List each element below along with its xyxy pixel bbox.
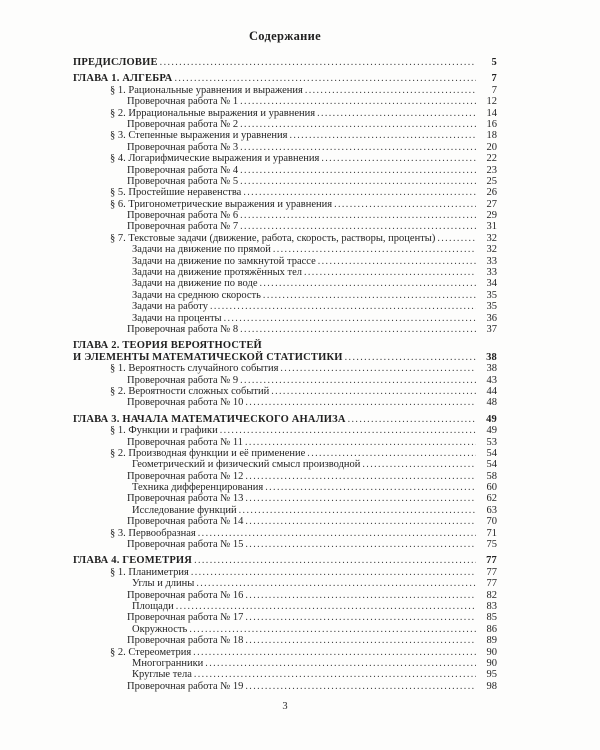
toc-entry	[73, 528, 497, 539]
toc-entry-label: Проверочная работа № 14	[127, 516, 244, 528]
toc-entry-label: § 5. Простейшие неравенства	[110, 187, 242, 199]
toc-entry-page: 29	[486, 210, 497, 222]
dot-leader	[189, 624, 476, 635]
dot-leader	[240, 210, 476, 221]
page-title: Содержание	[248, 29, 321, 43]
toc-entry-label: Задачи на среднюю скорость	[132, 289, 261, 301]
toc-entry	[73, 612, 497, 623]
toc-entry	[73, 578, 497, 589]
toc-entry-page: 60	[486, 482, 497, 494]
toc-entry	[73, 414, 497, 425]
toc-entry-page: 90	[486, 657, 497, 669]
toc-entry-page: 5	[491, 57, 497, 68]
toc-entry	[73, 386, 497, 397]
toc-entry-page: 90	[486, 646, 497, 658]
dot-leader	[240, 324, 476, 335]
toc-entry	[73, 340, 497, 351]
toc-entry	[73, 425, 497, 436]
toc-entry	[73, 459, 497, 470]
toc-entry-page: 82	[486, 589, 497, 601]
toc-entry	[73, 301, 497, 312]
toc-entry	[73, 493, 497, 504]
dot-leader	[437, 233, 476, 244]
dot-leader	[240, 375, 476, 386]
toc-entry-label: Проверочная работа № 1	[127, 96, 239, 108]
toc-entry-page: 89	[486, 635, 497, 647]
toc-entry-label: § 2. Вероятности сложных событий	[110, 385, 270, 397]
toc-entry-label: Проверочная работа № 13	[127, 493, 244, 505]
toc-entry-label: Проверочная работа № 15	[127, 539, 244, 551]
table-of-contents	[73, 57, 497, 692]
dot-leader	[334, 199, 476, 210]
toc-entry-label: Проверочная работа № 19	[127, 680, 244, 692]
dot-leader	[245, 437, 476, 448]
toc-entry	[73, 244, 497, 255]
dot-leader	[245, 590, 476, 601]
toc-entry-label: Задачи на движение по воде	[132, 278, 258, 290]
dot-leader	[245, 635, 476, 646]
toc-entry	[73, 471, 497, 482]
dot-leader	[224, 313, 476, 324]
toc-entry-label: ГЛАВА 2. ТЕОРИЯ ВЕРОЯТНОСТЕЙ	[73, 340, 262, 352]
toc-entry-page: 25	[486, 175, 497, 187]
toc-entry-page: 62	[486, 493, 497, 505]
dot-leader	[263, 290, 476, 301]
dot-leader	[194, 555, 476, 566]
toc-entry-label: Задачи на работу	[132, 301, 208, 313]
dot-leader	[245, 516, 476, 527]
toc-entry	[73, 363, 497, 374]
toc-entry	[73, 624, 497, 635]
toc-entry	[73, 142, 497, 153]
toc-entry-label: Исследование функций	[132, 504, 237, 516]
toc-entry-label: § 1. Вероятность случайного события	[110, 363, 279, 375]
toc-entry	[73, 130, 497, 141]
toc-entry-page: 32	[486, 244, 497, 256]
dot-leader	[318, 256, 476, 267]
toc-entry-page: 7	[491, 73, 497, 85]
toc-entry-page: 49	[486, 425, 497, 437]
toc-entry	[73, 448, 497, 459]
toc-entry	[73, 210, 497, 221]
toc-entry-label: Круглые тела	[132, 669, 192, 681]
toc-entry	[73, 647, 497, 658]
toc-entry	[73, 375, 497, 386]
dot-leader	[240, 176, 476, 187]
toc-entry-label: § 7. Текстовые задачи (движение, работа, скорость, растворы, проценты)	[110, 232, 436, 244]
toc-entry-label: Задачи на движение протяжённых тел	[132, 267, 302, 279]
toc-entry-page: 43	[486, 374, 497, 386]
toc-entry-page: 37	[486, 323, 497, 335]
dot-leader	[362, 459, 476, 470]
dot-leader	[240, 221, 476, 232]
dot-leader	[245, 681, 476, 692]
toc-entry-label: ГЛАВА 1. АЛГЕБРА	[73, 73, 173, 85]
toc-entry	[73, 590, 497, 601]
toc-entry-label: Проверочная работа № 11	[127, 436, 244, 448]
toc-entry-page: 86	[486, 623, 497, 635]
toc-entry-page: 14	[486, 107, 497, 119]
toc-entry-label: § 2. Производная функции и её применение	[110, 447, 306, 459]
toc-entry-label: ГЛАВА 3. НАЧАЛА МАТЕМАТИЧЕСКОГО АНАЛИЗА	[73, 413, 346, 425]
dot-leader	[191, 567, 476, 578]
toc-entry-page: 22	[486, 153, 497, 165]
toc-entry-page: 44	[486, 385, 497, 397]
toc-entry	[73, 85, 497, 96]
toc-entry-label: § 1. Функции и графики	[110, 425, 218, 437]
toc-entry	[73, 352, 497, 363]
dot-leader	[196, 578, 476, 589]
toc-entry-label: Проверочная работа № 18	[127, 635, 244, 647]
toc-entry-page: 54	[486, 447, 497, 459]
dot-leader	[240, 165, 476, 176]
toc-entry-label: Проверочная работа № 4	[127, 164, 239, 176]
dot-leader	[198, 528, 476, 539]
toc-entry-page: 23	[486, 164, 497, 176]
toc-entry	[73, 516, 497, 527]
toc-entry-page: 53	[486, 436, 497, 448]
toc-entry	[73, 119, 497, 130]
toc-entry	[73, 267, 497, 278]
toc-entry-page: 32	[486, 232, 497, 244]
toc-entry	[73, 669, 497, 680]
dot-leader	[194, 669, 476, 680]
toc-entry-label: Проверочная работа № 7	[127, 221, 239, 233]
toc-entry-label: Проверочная работа № 2	[127, 118, 239, 130]
dot-leader	[220, 425, 476, 436]
toc-entry	[73, 290, 497, 301]
toc-entry-page: 20	[486, 141, 497, 153]
dot-leader	[259, 278, 476, 289]
dot-leader	[321, 153, 476, 164]
toc-entry-label: Многогранники	[132, 657, 204, 669]
toc-entry-page: 49	[486, 413, 497, 425]
dot-leader	[245, 397, 476, 408]
toc-entry-page: 7	[491, 84, 497, 96]
toc-entry	[73, 199, 497, 210]
toc-entry-page: 36	[486, 312, 497, 324]
toc-entry	[73, 256, 497, 267]
toc-entry-page: 31	[486, 221, 497, 233]
toc-entry-page: 34	[486, 278, 497, 290]
toc-entry-page: 38	[486, 351, 497, 363]
toc-entry-page: 71	[486, 527, 497, 539]
toc-entry-page: 58	[486, 470, 497, 482]
toc-entry-label: § 4. Логарифмические выражения и уравнения	[110, 153, 320, 165]
toc-entry-label: § 2. Иррациональные выражения и уравнения	[110, 107, 316, 119]
toc-entry	[73, 567, 497, 578]
dot-leader	[307, 448, 476, 459]
toc-entry-label: Проверочная работа № 5	[127, 175, 239, 187]
toc-entry-label: Углы и длины	[132, 578, 195, 590]
toc-entry	[73, 482, 497, 493]
toc-entry	[73, 539, 497, 550]
dot-leader	[245, 539, 476, 550]
toc-entry	[73, 437, 497, 448]
toc-entry-label: И ЭЛЕМЕНТЫ МАТЕМАТИЧЕСКОЙ СТАТИСТИКИ	[73, 351, 343, 363]
toc-entry-label: ГЛАВА 4. ГЕОМЕТРИЯ	[73, 555, 193, 567]
toc-entry-page: 54	[486, 459, 497, 471]
toc-entry-label: Проверочная работа № 3	[127, 141, 239, 153]
toc-entry	[73, 324, 497, 335]
dot-leader	[205, 658, 476, 669]
dot-leader	[245, 471, 476, 482]
toc-entry-label: § 6. Тригонометрические выражения и уравнения	[110, 198, 333, 210]
toc-entry-label: Проверочная работа № 9	[127, 374, 239, 386]
toc-entry-page: 33	[486, 255, 497, 267]
toc-entry-page: 77	[486, 555, 497, 567]
toc-entry-page: 63	[486, 504, 497, 516]
toc-entry-label: Проверочная работа № 8	[127, 323, 239, 335]
toc-entry-page: 33	[486, 267, 497, 279]
dot-leader	[239, 505, 476, 516]
toc-entry-page: 95	[486, 669, 497, 681]
toc-entry-label: Задачи на проценты	[132, 312, 222, 324]
toc-entry	[73, 57, 497, 68]
toc-entry-page: 35	[486, 301, 497, 313]
dot-leader	[348, 414, 476, 425]
dot-leader	[271, 386, 476, 397]
dot-leader	[305, 85, 476, 96]
toc-entry-label: Проверочная работа № 16	[127, 589, 244, 601]
dot-leader	[240, 119, 476, 130]
toc-entry-label: Задачи на движение по замкнутой трассе	[132, 255, 316, 267]
toc-entry-label: Техника дифференцирования	[132, 482, 264, 494]
dot-leader	[160, 57, 476, 68]
toc-entry-page: 98	[486, 680, 497, 692]
folio-page-number: 3	[282, 701, 288, 712]
toc-entry-page: 16	[486, 118, 497, 130]
dot-leader	[240, 142, 476, 153]
toc-entry	[73, 555, 497, 566]
toc-entry-label: ПРЕДИСЛОВИЕ	[73, 57, 158, 68]
toc-entry	[73, 176, 497, 187]
toc-entry-label: § 1. Планиметрия	[110, 566, 189, 578]
dot-leader	[176, 601, 476, 612]
dot-leader	[240, 96, 476, 107]
dot-leader	[265, 482, 476, 493]
toc-entry	[73, 221, 497, 232]
toc-entry	[73, 165, 497, 176]
toc-entry	[73, 397, 497, 408]
toc-entry-label: Площади	[132, 600, 174, 612]
toc-entry-page: 70	[486, 516, 497, 528]
toc-entry-label: Геометрический и физический смысл производной	[132, 459, 361, 471]
dot-leader	[245, 493, 476, 504]
toc-entry	[73, 635, 497, 646]
toc-entry-page: 77	[486, 578, 497, 590]
dot-leader	[193, 647, 476, 658]
toc-entry	[73, 73, 497, 84]
toc-entry-page: 35	[486, 289, 497, 301]
toc-entry-label: Проверочная работа № 10	[127, 397, 244, 409]
dot-leader	[243, 187, 476, 198]
toc-entry	[73, 601, 497, 612]
toc-entry	[73, 96, 497, 107]
dot-leader	[245, 612, 476, 623]
toc-entry-page: 38	[486, 363, 497, 375]
toc-entry-label: Окружность	[132, 623, 188, 635]
toc-entry-page: 75	[486, 539, 497, 551]
toc-entry-label: § 3. Степенные выражения и уравнения	[110, 130, 288, 142]
dot-leader	[317, 108, 476, 119]
toc-entry	[73, 658, 497, 669]
toc-entry	[73, 108, 497, 119]
toc-entry	[73, 505, 497, 516]
toc-entry	[73, 313, 497, 324]
dot-leader	[289, 130, 476, 141]
toc-entry-page: 83	[486, 600, 497, 612]
toc-entry-label: Проверочная работа № 6	[127, 210, 239, 222]
toc-entry-label: Проверочная работа № 17	[127, 612, 244, 624]
toc-entry-page: 12	[486, 96, 497, 108]
dot-leader	[210, 301, 476, 312]
toc-entry-page: 48	[486, 397, 497, 409]
dot-leader	[304, 267, 476, 278]
toc-entry-label: Задачи на движение по прямой	[132, 244, 271, 256]
toc-entry-page: 77	[486, 566, 497, 578]
toc-entry-label: § 3. Первообразная	[110, 527, 196, 539]
toc-entry	[73, 233, 497, 244]
toc-entry-label: § 2. Стереометрия	[110, 646, 192, 658]
toc-entry-label: Проверочная работа № 12	[127, 470, 244, 482]
toc-entry-page: 26	[486, 187, 497, 199]
toc-entry	[73, 153, 497, 164]
dot-leader	[273, 244, 476, 255]
toc-entry-page: 27	[486, 198, 497, 210]
dot-leader	[174, 73, 476, 84]
toc-entry-label: § 1. Рациональные уравнения и выражения	[110, 84, 303, 96]
toc-entry	[73, 278, 497, 289]
toc-entry	[73, 187, 497, 198]
toc-entry-page: 85	[486, 612, 497, 624]
toc-entry-page: 18	[486, 130, 497, 142]
dot-leader	[345, 352, 476, 363]
dot-leader	[280, 363, 476, 374]
toc-entry	[73, 681, 497, 692]
